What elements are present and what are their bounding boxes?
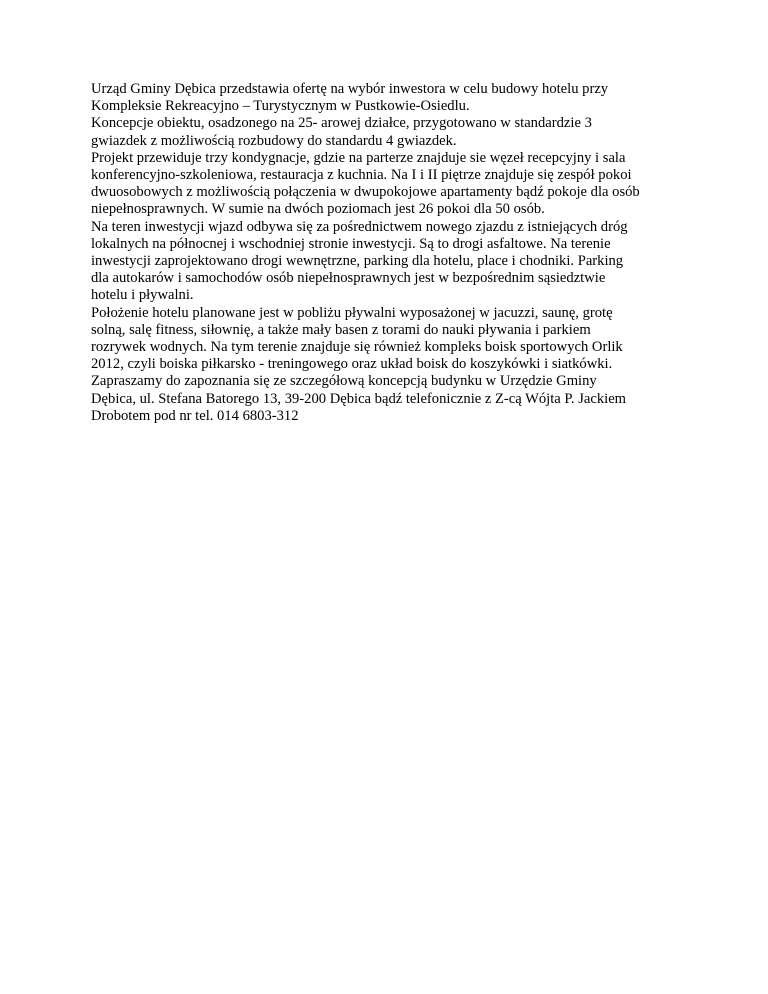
text-line: niepełnosprawnych. W sumie na dwóch poziomach jest 26 pokoi dla 50 osób. bbox=[91, 201, 545, 218]
text-line: rozrywek wodnych. Na tym terenie znajduje się również kompleks boisk sportowych Orlik bbox=[91, 339, 623, 356]
text-line: dla autokarów i samochodów osób niepełnosprawnych jest w bezpośrednim sąsiedztwie bbox=[91, 270, 606, 287]
text-line: Koncepcje obiektu, osadzonego na 25- arowej działce, przygotowano w standardzie 3 bbox=[91, 115, 592, 132]
text-line: inwestycji zaprojektowano drogi wewnętrzne, parking dla hotelu, place i chodniki. Parking bbox=[91, 253, 624, 270]
text-line: Na teren inwestycji wjazd odbywa się za pośrednictwem nowego zjazdu z istniejących dróg bbox=[91, 218, 628, 235]
text-line: Kompleksie Rekreacyjno – Turystycznym w Pustkowie-Osiedlu. bbox=[91, 98, 470, 115]
text-line: dwuosobowych z możliwością połączenia w dwupokojowe apartamenty bądź pokoje dla osób bbox=[91, 184, 640, 201]
text-line: gwiazdek z możliwością rozbudowy do standardu 4 gwiazdek. bbox=[91, 132, 457, 149]
text-line: Dębica, ul. Stefana Batorego 13, 39-200 Dębica bądź telefonicznie z Z-cą Wójta P. Jackiem bbox=[91, 390, 627, 407]
text-line: Projekt przewiduje trzy kondygnacje, gdzie na parterze znajduje sie węzeł recepcyjny i sala bbox=[91, 149, 626, 166]
text-line: Zapraszamy do zapoznania się ze szczegółową koncepcją budynku w Urzędzie Gminy bbox=[91, 373, 597, 390]
text-line: Urząd Gminy Dębica przedstawia ofertę na wybór inwestora w celu budowy hotelu przy bbox=[91, 81, 609, 97]
text-line: hotelu i pływalni. bbox=[91, 287, 194, 304]
text-line: solną, salę fitness, siłownię, a także mały basen z torami do nauki pływania i parkiem bbox=[91, 321, 591, 338]
text-line: konferencyjno-szkoleniowa, restauracja z kuchnia. Na I i II piętrze znajduje się zespół pokoi bbox=[91, 167, 632, 184]
text-line: Położenie hotelu planowane jest w pobliżu pływalni wyposażonej w jacuzzi, saunę, grotę bbox=[91, 304, 613, 321]
document-body bbox=[91, 81, 691, 425]
text-line: lokalnych na północnej i wschodniej stronie inwestycji. Są to drogi asfaltowe. Na terenie bbox=[91, 235, 611, 252]
text-line: Drobotem pod nr tel. 014 6803-312 bbox=[91, 407, 299, 424]
text-line: 2012, czyli boiska piłkarsko - treningowego oraz układ boisk do koszykówki i siatkówki. bbox=[91, 356, 613, 373]
